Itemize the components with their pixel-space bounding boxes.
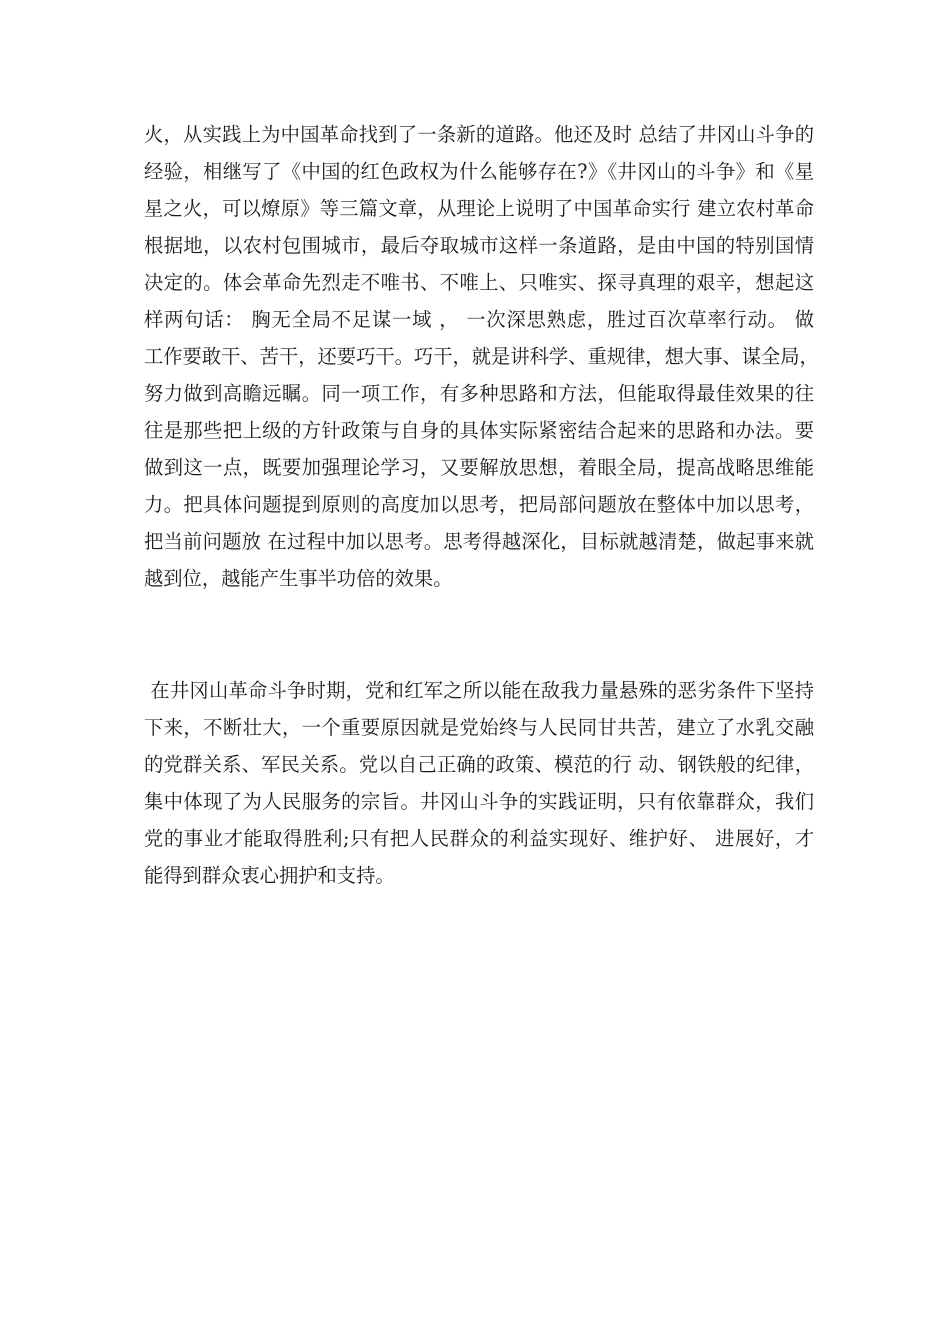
text-line: 根据地，以农村包围城市，最后夺取城市这样一条道路，是由中国的特别国情 bbox=[144, 234, 814, 257]
text-line: 党的事业才能取得胜利;只有把人民群众的利益实现好、维护好、 进展好，才 bbox=[144, 827, 814, 850]
text-line: 越到位，越能产生事半功倍的效果。 bbox=[144, 567, 453, 590]
text-line: 的党群关系、军民关系。党以自己正确的政策、模范的行 动、钢铁般的纪律， bbox=[144, 753, 814, 776]
text-line: 下来，不断壮大，一个重要原因就是党始终与人民同甘共苦，建立了水乳交融 bbox=[144, 716, 814, 739]
text-line: 做到这一点，既要加强理论学习，又要解放思想，着眼全局，提高战略思维能 bbox=[144, 456, 814, 479]
text-line: 往是那些把上级的方针政策与自身的具体实际紧密结合起来的思路和办法。要 bbox=[144, 419, 814, 442]
text-line: 能得到群众衷心拥护和支持。 bbox=[144, 864, 395, 887]
text-line: 经验，相继写了《中国的红色政权为什么能够存在?》《井冈山的斗争》和《星 bbox=[144, 160, 814, 183]
text-line: 星之火，可以燎原》等三篇文章，从理论上说明了中国革命实行 建立农村革命 bbox=[144, 197, 814, 220]
text-line: 集中体现了为人民服务的宗旨。井冈山斗争的实践证明，只有依靠群众，我们 bbox=[144, 790, 814, 813]
text-line: 把当前问题放 在过程中加以思考。思考得越深化，目标就越清楚，做起事来就 bbox=[144, 530, 814, 553]
text-line: 样两句话： 胸无全局不足谋一域 ， 一次深思熟虑，胜过百次草率行动。 做 bbox=[144, 308, 814, 331]
text-line: 决定的。体会革命先烈走不唯书、不唯上、只唯实、探寻真理的艰辛，想起这 bbox=[144, 271, 814, 294]
text-line: 工作要敢干、苦干，还要巧干。巧干，就是讲科学、重规律，想大事、谋全局， bbox=[144, 345, 819, 368]
text-line: 在井冈山革命斗争时期，党和红军之所以能在敌我力量悬殊的恶劣条件下坚持 bbox=[144, 679, 814, 702]
text-line: 努力做到高瞻远瞩。同一项工作，有多种思路和方法，但能取得最佳效果的往 bbox=[144, 382, 814, 405]
text-line: 力。把具体问题提到原则的高度加以思考，把局部问题放在整体中加以思考， bbox=[144, 493, 814, 516]
text-line: 火，从实践上为中国革命找到了一条新的道路。他还及时 总结了井冈山斗争的 bbox=[144, 123, 814, 146]
